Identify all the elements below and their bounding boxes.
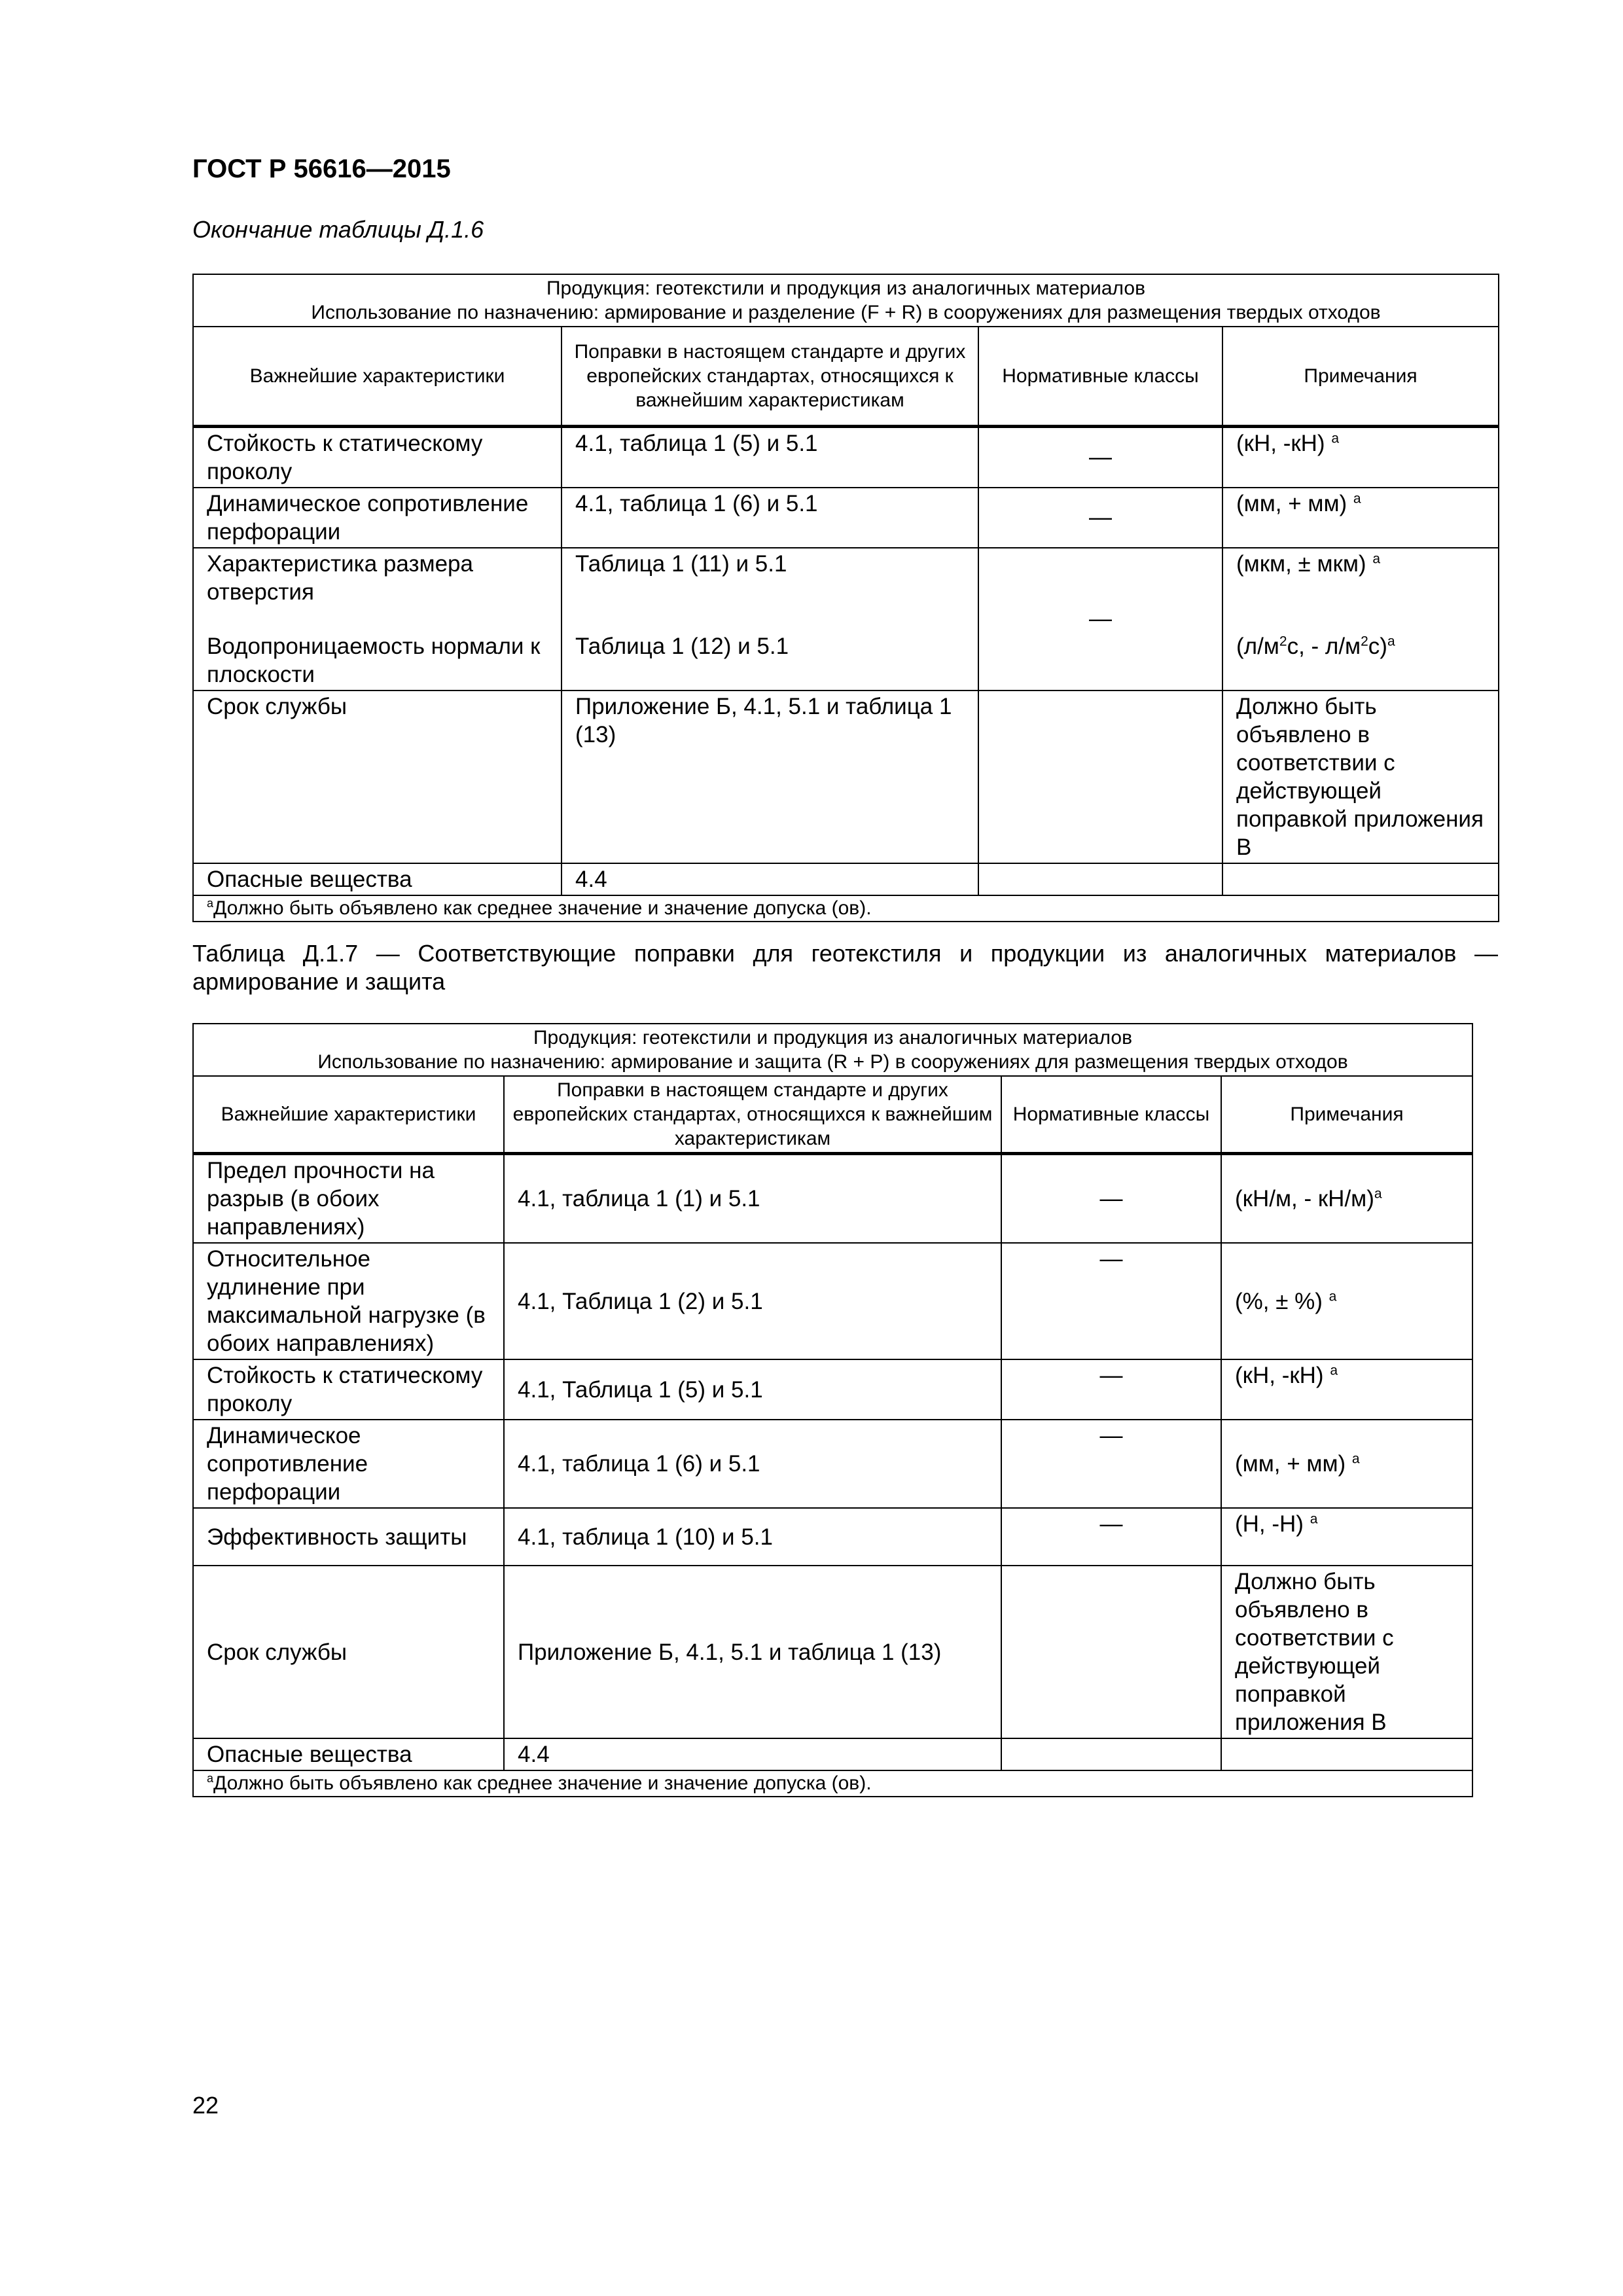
note-cell: Должно быть объявлено в соответствии с действующей поправкой приложения В bbox=[1221, 1566, 1472, 1738]
class-cell bbox=[978, 691, 1222, 863]
class-cell bbox=[1001, 1566, 1221, 1738]
characteristic-cell: Срок службы bbox=[193, 1566, 504, 1738]
table-row bbox=[193, 1420, 1472, 1508]
column-header: Нормативные классы bbox=[1001, 1076, 1221, 1154]
table-d-1-7 bbox=[192, 1023, 1473, 1797]
class-cell: — bbox=[1001, 1359, 1221, 1420]
product-line: Продукция: геотекстили и продукция из аналогичных материалов bbox=[533, 1027, 1133, 1049]
class-cell: — bbox=[978, 488, 1222, 548]
note-cell: (кН, -кН) $^а$ bbox=[1222, 426, 1499, 488]
class-cell: — bbox=[1001, 1154, 1221, 1244]
characteristic-cell: Срок службы bbox=[193, 691, 562, 863]
product-line: Продукция: геотекстили и продукция из аналогичных материалов bbox=[546, 278, 1146, 299]
table-caption: Таблица Д.1.7 — Соответствующие поправки для геотекстиля и продукции из аналогичных материалов — армирование и защита bbox=[192, 940, 1498, 995]
table-row bbox=[193, 691, 1499, 863]
table-row bbox=[193, 1508, 1472, 1566]
reference-cell: Приложение Б, 4.1, 5.1 и таблица 1 (13) bbox=[562, 691, 978, 863]
column-header: Поправки в настоящем стандарте и других европейских стандартах, относящихся к важнейшим характеристикам bbox=[562, 327, 978, 426]
class-cell: — bbox=[1001, 1243, 1221, 1359]
reference-cell: 4.1, таблица 1 (1) и 5.1 bbox=[504, 1154, 1001, 1244]
column-header: Важнейшие характеристики bbox=[193, 327, 562, 426]
reference-cell: Таблица 1 (11) и 5.1 Таблица 1 (12) и 5.1 bbox=[562, 548, 978, 691]
characteristic-cell: Предел прочности на разрыв (в обоих направлениях) bbox=[193, 1154, 504, 1244]
table-footnote: $^а$Должно быть объявлено как среднее значение и значение допуска (ов). bbox=[193, 1770, 1472, 1797]
reference-cell: 4.1, таблица 1 (6) и 5.1 bbox=[504, 1420, 1001, 1508]
note-cell: (мм, + мм) $^а$ bbox=[1221, 1420, 1472, 1508]
table-row bbox=[193, 426, 1499, 488]
table-row bbox=[193, 1738, 1472, 1770]
usage-line: Использование по назначению: армирование и разделение (F + R) в сооружениях для размещения твердых отходов bbox=[311, 302, 1381, 323]
document-title: ГОСТ Р 56616—2015 bbox=[192, 154, 451, 183]
reference-cell: 4.1, таблица 1 (5) и 5.1 bbox=[562, 426, 978, 488]
page-number: 22 bbox=[192, 2092, 219, 2119]
column-header: Важнейшие характеристики bbox=[193, 1076, 504, 1154]
reference-cell: 4.4 bbox=[562, 863, 978, 895]
table-footnote: $^а$Должно быть объявлено как среднее значение и значение допуска (ов). bbox=[193, 895, 1499, 922]
usage-line: Использование по назначению: армирование и защита (R + P) в сооружениях для размещения твердых отходов bbox=[317, 1051, 1348, 1073]
characteristic-cell: Динамическое сопротивление перфорации bbox=[193, 488, 562, 548]
note-cell: (мм, + мм) $^а$ bbox=[1222, 488, 1499, 548]
note-cell: (%, ± %) $^а$ bbox=[1221, 1243, 1472, 1359]
note-cell: (Н, -Н) $^а$ bbox=[1221, 1508, 1472, 1566]
class-cell bbox=[1001, 1738, 1221, 1770]
note-cell: (кН, -кН) $^а$ bbox=[1221, 1359, 1472, 1420]
table-row bbox=[193, 863, 1499, 895]
characteristic-cell: Эффективность защиты bbox=[193, 1508, 504, 1566]
table-row bbox=[193, 1154, 1472, 1244]
class-cell: — bbox=[1001, 1508, 1221, 1566]
class-cell: — bbox=[1001, 1420, 1221, 1508]
table-row bbox=[193, 1243, 1472, 1359]
characteristic-cell: Динамическое сопротивление перфорации bbox=[193, 1420, 504, 1508]
characteristic-cell: Опасные вещества bbox=[193, 863, 562, 895]
characteristic-cell: Характеристика размера отверстия Водопроницаемость нормали к плоскости bbox=[193, 548, 562, 691]
product-header bbox=[193, 1024, 1472, 1076]
note-cell bbox=[1222, 863, 1499, 895]
note-cell: (кН/м, - кН/м)$^а$ bbox=[1221, 1154, 1472, 1244]
column-header: Нормативные классы bbox=[978, 327, 1222, 426]
note-cell bbox=[1221, 1738, 1472, 1770]
table-continuation-label: Окончание таблицы Д.1.6 bbox=[192, 216, 484, 243]
reference-cell: 4.1, Таблица 1 (5) и 5.1 bbox=[504, 1359, 1001, 1420]
class-cell: — bbox=[978, 548, 1222, 691]
characteristic-cell: Относительное удлинение при максимальной нагрузке (в обоих направлениях) bbox=[193, 1243, 504, 1359]
note-cell: (мкм, ± мкм) $^а$ ($л/м^2с$, - $л/м^2с)^а$ bbox=[1222, 548, 1499, 691]
class-cell: — bbox=[978, 426, 1222, 488]
column-header: Примечания bbox=[1222, 327, 1499, 426]
table-row bbox=[193, 488, 1499, 548]
reference-cell: 4.1, Таблица 1 (2) и 5.1 bbox=[504, 1243, 1001, 1359]
column-header: Поправки в настоящем стандарте и других европейских стандартах, относящихся к важнейшим характеристикам bbox=[504, 1076, 1001, 1154]
reference-cell: 4.1, таблица 1 (10) и 5.1 bbox=[504, 1508, 1001, 1566]
product-header bbox=[193, 274, 1499, 327]
note-cell: Должно быть объявлено в соответствии с действующей поправкой приложения В bbox=[1222, 691, 1499, 863]
reference-cell: 4.1, таблица 1 (6) и 5.1 bbox=[562, 488, 978, 548]
characteristic-cell: Стойкость к статическому проколу bbox=[193, 426, 562, 488]
table-d-1-6 bbox=[192, 274, 1499, 922]
table-row bbox=[193, 1359, 1472, 1420]
reference-cell: Приложение Б, 4.1, 5.1 и таблица 1 (13) bbox=[504, 1566, 1001, 1738]
class-cell bbox=[978, 863, 1222, 895]
characteristic-cell: Опасные вещества bbox=[193, 1738, 504, 1770]
characteristic-cell: Стойкость к статическому проколу bbox=[193, 1359, 504, 1420]
column-header: Примечания bbox=[1221, 1076, 1472, 1154]
table-row bbox=[193, 1566, 1472, 1738]
reference-cell: 4.4 bbox=[504, 1738, 1001, 1770]
table-row bbox=[193, 548, 1499, 691]
